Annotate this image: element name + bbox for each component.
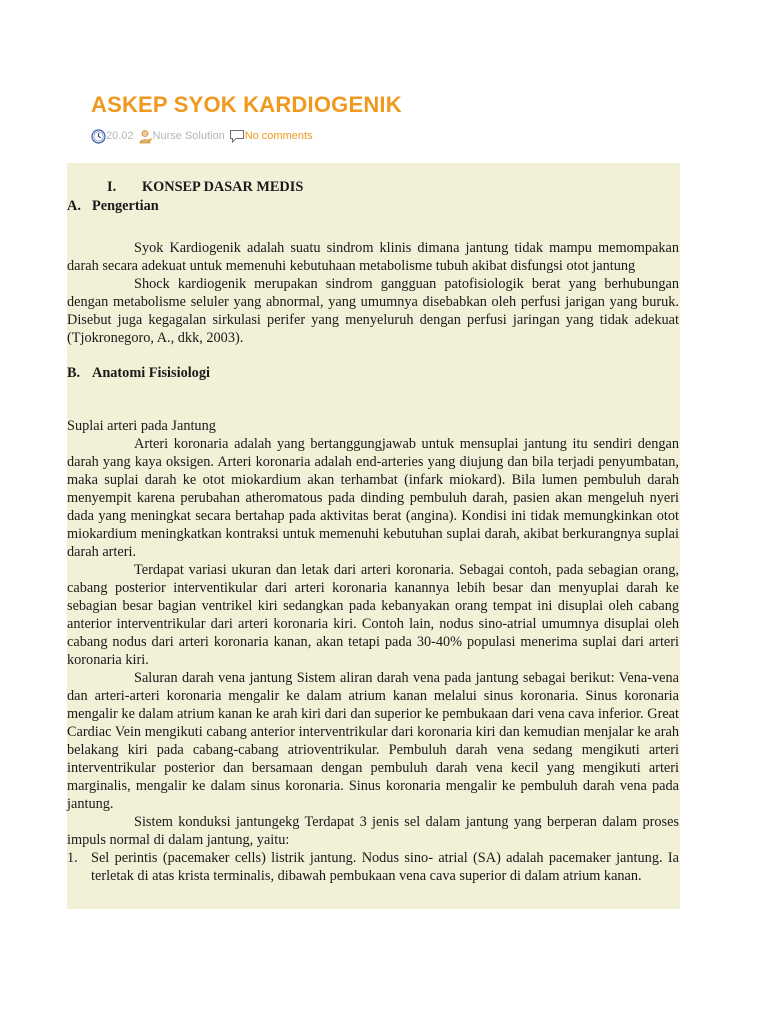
section-heading-b (67, 364, 679, 382)
spacer (67, 382, 679, 417)
section-title: KONSEP DASAR MEDIS (142, 179, 304, 195)
list-item (67, 849, 679, 885)
paragraph: Syok Kardiogenik adalah suatu sindrom klinis dimana jantung tidak mampu memompakan darah secara adekuat untuk memenuhi kebutuhaan metabolisme tubuh akibat disfungsi otot jantung (67, 240, 679, 274)
paragraph: Saluran darah vena jantung Sistem aliran darah vena pada jantung sebagai berikut: Vena-vena dan arteri-arteri koronaria mengalir ke dalam atrium kanan melalui sinus koronaria. Sinus koronaria mengalir ke dalam atrium kanan ke arah kiri dari dan superior ke pembukaan dari vena cava inferior. Great Cardiac Vein mengikuti cabang anterior interventrikular dari koronaria kiri dan kemudian menjalar ke arah belakang kiri pada cabang-cabang atrioventrikular. Pembuluh darah vena sedang mengikuti arteri interventrikular posterior dan bersamaan dengan pembuluh darah vena kecil yang mengikuti arteri marginalis, mengalir ke dalam sinus koronaria. Sinus koronaria mengalir ke pembuluh darah vena pada jantung. (67, 670, 679, 812)
post-title[interactable]: ASKEP SYOK KARDIOGENIK (91, 92, 402, 117)
spacer (67, 215, 679, 239)
section-number: I. (107, 179, 117, 195)
section-heading-a (67, 197, 679, 215)
section-letter: A. (67, 198, 81, 214)
section-letter: B. (67, 365, 81, 381)
post-meta (91, 126, 317, 146)
paragraph: Arteri koronaria adalah yang bertanggungjawab untuk mensuplai jantung itu sendiri dengan darah yang kaya oksigen. Arteri koronaria adalah end-arteries yang diujung dan bila terjadi penyumbatan, maka suplai darah ke otot miokardium akan terhambat (infark miokard). Bila lumen pembuluh darah menyempit karena perubahan atheromatous pada dinding pembuluh darah, pasien akan mengeluh nyeri dada yang meningkat secara bertahap pada aktivitas berat (angina). Kondisi ini tidak memungkinkan otot miokardium meningkatkan kontraksi untuk memenuhi kebutuhan suplai darah, akibat berkurangnya suplai darah arteri. (67, 436, 679, 560)
speech-bubble-icon (229, 129, 245, 144)
list-text: Sel perintis (pacemaker cells) listrik jantung. Nodus sino- atrial (SA) adalah pacemaker jantung. Ia terletak di atas krista terminalis, dibawah pembukaan vena cava superior di dalam atrium kanan. (91, 850, 679, 884)
section-heading-1 (67, 178, 679, 196)
document-body (67, 178, 679, 885)
clock-icon (91, 129, 106, 144)
comments-link[interactable]: No comments (244, 130, 313, 142)
post-time (91, 129, 134, 144)
paragraph: Sistem konduksi jantungekg Terdapat 3 jenis sel dalam jantung yang berperan dalam proses impuls normal di dalam jantung, yaitu: (67, 814, 679, 848)
section-title: Anatomi Fisisiologi (92, 365, 210, 381)
post-comments[interactable] (229, 129, 313, 144)
post-time-text: 20.02 (106, 130, 134, 142)
post-author[interactable] (138, 129, 225, 144)
user-icon (138, 129, 153, 144)
subheading: Suplai arteri pada Jantung (67, 418, 216, 434)
paragraph: Shock kardiogenik merupakan sindrom gangguan patofisiologik berat yang berhubungan dengan metabolisme seluler yang abnormal, yang umumnya disebabkan oleh perfusi jarigan yang buruk. Disebut juga kegagalan sirkulasi perifer yang menyeluruh dengan perfusi jaringan yang tidak adekuat (Tjokronegoro, A., dkk, 2003). (67, 276, 679, 346)
list-number: 1. (67, 850, 78, 866)
paragraph: Terdapat variasi ukuran dan letak dari arteri koronaria. Sebagai contoh, pada sebagian orang, cabang posterior interventikular dari arteri koronaria kanannya lebih besar dan menyuplai darah ke sebagian besar bagian ventrikel kiri sedangkan pada kebanyakan orang tempat ini disuplai oleh cabang anterior interventrikular dari arteri koronaria kiri. Contoh lain, nodus sino-atrial umumnya disuplai oleh cabang nodus dari arteri koronaria kanan, akan tetapi pada 30-40% populasi menerima suplai dari arteri koronaria kiri. (67, 562, 679, 668)
section-title: Pengertian (92, 198, 159, 214)
post-author-text[interactable]: Nurse Solution (152, 130, 225, 142)
spacer (67, 347, 679, 364)
